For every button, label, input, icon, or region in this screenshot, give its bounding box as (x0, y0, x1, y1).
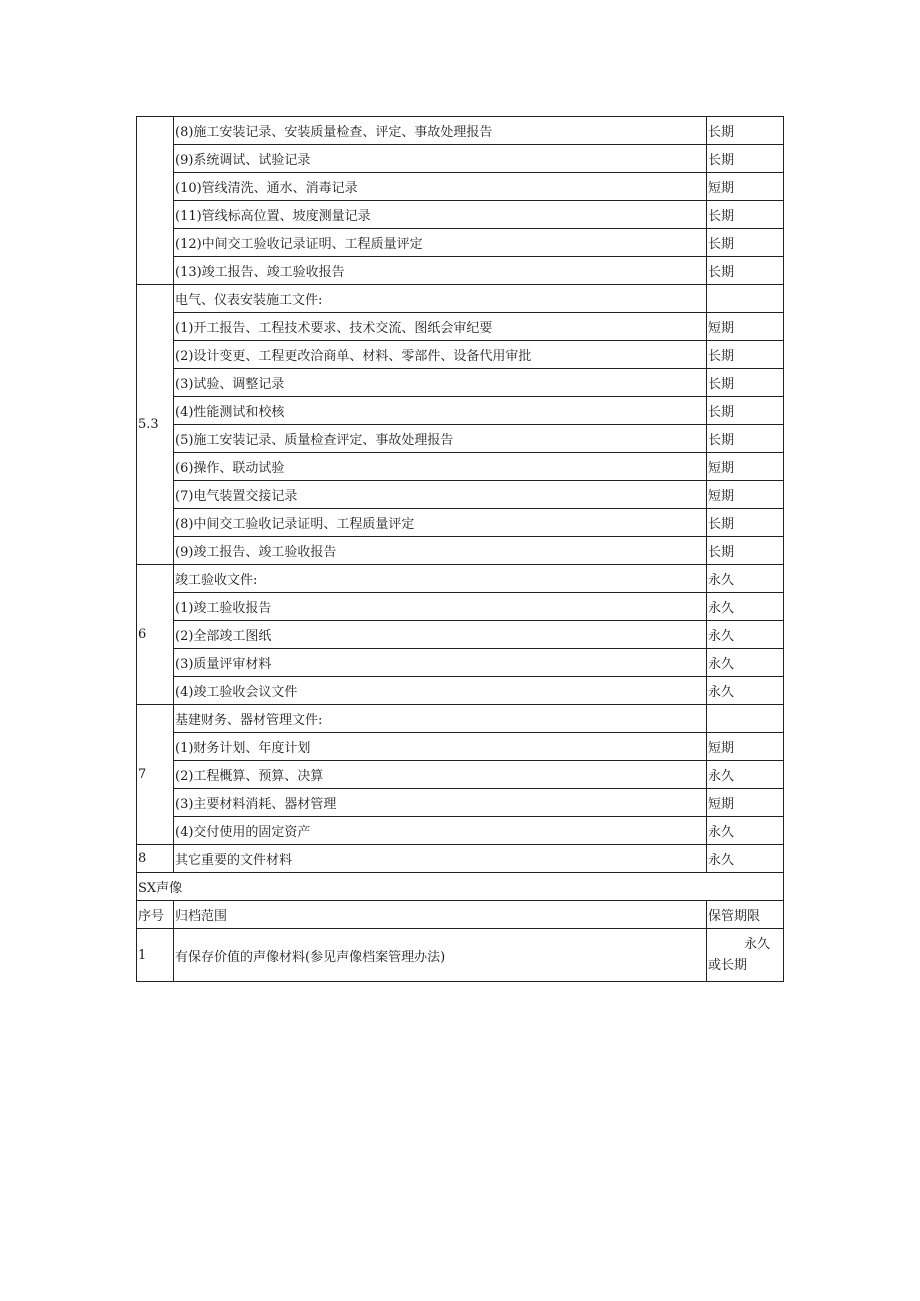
row-scope: (5)施工安装记录、质量检查评定、事故处理报告 (174, 425, 707, 453)
row-term: 长期 (707, 425, 784, 453)
row-no: 1 (137, 929, 174, 982)
table-row (137, 929, 784, 982)
table-row (137, 705, 784, 733)
row-term: 永久 (707, 565, 784, 593)
row-term: 长期 (707, 145, 784, 173)
table-row (137, 201, 784, 229)
row-term: 永久 (707, 817, 784, 845)
row-scope: 电气、仪表安装施工文件: (174, 285, 707, 313)
header-scope: 归档范围 (174, 901, 707, 929)
table-row (137, 817, 784, 845)
table-row (137, 481, 784, 509)
row-scope: (10)管线清洗、通水、消毒记录 (174, 173, 707, 201)
header-no: 序号 (137, 901, 174, 929)
row-scope: 竣工验收文件: (174, 565, 707, 593)
row-scope: (4)性能测试和校核 (174, 397, 707, 425)
table-row (137, 621, 784, 649)
header-row (137, 901, 784, 929)
group-no: 5.3 (137, 285, 174, 565)
row-scope: (2)设计变更、工程更改洽商单、材料、零部件、设备代用审批 (174, 341, 707, 369)
row-scope: (13)竣工报告、竣工验收报告 (174, 257, 707, 285)
table-row (137, 509, 784, 537)
row-scope: (1)财务计划、年度计划 (174, 733, 707, 761)
row-term: 长期 (707, 537, 784, 565)
table-row (137, 145, 784, 173)
row-scope: (12)中间交工验收记录证明、工程质量评定 (174, 229, 707, 257)
row-term: 长期 (707, 117, 784, 145)
table-row (137, 369, 784, 397)
table-row (137, 285, 784, 313)
row-scope: (2)工程概算、预算、决算 (174, 761, 707, 789)
table-row (137, 173, 784, 201)
row-term: 永久 (707, 649, 784, 677)
table-row (137, 845, 784, 873)
row-term-line2: 或长期 (708, 958, 748, 973)
table-row (137, 341, 784, 369)
row-term: 长期 (707, 341, 784, 369)
row-scope: (6)操作、联动试验 (174, 453, 707, 481)
header-term: 保管期限 (707, 901, 784, 929)
table-row (137, 425, 784, 453)
row-scope: (1)开工报告、工程技术要求、技术交流、图纸会审纪要 (174, 313, 707, 341)
row-scope: 有保存价值的声像材料(参见声像档案管理办法) (174, 929, 707, 982)
table-row (137, 789, 784, 817)
row-term: 短期 (707, 313, 784, 341)
row-term: 永久 (707, 621, 784, 649)
row-scope: (8)施工安装记录、安装质量检查、评定、事故处理报告 (174, 117, 707, 145)
row-term: 短期 (707, 453, 784, 481)
row-scope: 其它重要的文件材料 (174, 845, 707, 873)
table-row (137, 453, 784, 481)
row-term (707, 929, 784, 982)
table-row (137, 117, 784, 145)
row-term (707, 285, 784, 313)
archive-retention-table (136, 116, 784, 982)
row-term (707, 705, 784, 733)
table-row (137, 565, 784, 593)
row-term: 永久 (707, 677, 784, 705)
row-scope: (8)中间交工验收记录证明、工程质量评定 (174, 509, 707, 537)
group-no: 6 (137, 565, 174, 705)
row-scope: (4)竣工验收会议文件 (174, 677, 707, 705)
row-scope: (7)电气装置交接记录 (174, 481, 707, 509)
row-term: 短期 (707, 789, 784, 817)
section-title: SX声像 (137, 873, 784, 901)
row-term: 短期 (707, 733, 784, 761)
group-no (137, 117, 174, 285)
row-scope: (3)试验、调整记录 (174, 369, 707, 397)
table-row (137, 537, 784, 565)
table-row (137, 229, 784, 257)
table-row (137, 761, 784, 789)
row-term: 长期 (707, 201, 784, 229)
row-term: 长期 (707, 509, 784, 537)
table-row (137, 397, 784, 425)
row-term-line1: 永久 (743, 937, 770, 952)
row-scope: (11)管线标高位置、坡度测量记录 (174, 201, 707, 229)
row-term: 永久 (707, 593, 784, 621)
group-no: 7 (137, 705, 174, 845)
table-row (137, 733, 784, 761)
row-term: 短期 (707, 173, 784, 201)
table-row (137, 677, 784, 705)
table-row (137, 257, 784, 285)
table-body (137, 117, 784, 982)
row-term: 短期 (707, 481, 784, 509)
row-term: 永久 (707, 845, 784, 873)
row-scope: (1)竣工验收报告 (174, 593, 707, 621)
row-scope: (9)系统调试、试验记录 (174, 145, 707, 173)
row-scope: 基建财务、器材管理文件: (174, 705, 707, 733)
row-term: 长期 (707, 229, 784, 257)
row-scope: (2)全部竣工图纸 (174, 621, 707, 649)
row-term: 长期 (707, 257, 784, 285)
row-scope: (3)主要材料消耗、器材管理 (174, 789, 707, 817)
row-scope: (9)竣工报告、竣工验收报告 (174, 537, 707, 565)
group-no: 8 (137, 845, 174, 873)
table-row (137, 593, 784, 621)
section-title-row (137, 873, 784, 901)
row-scope: (4)交付使用的固定资产 (174, 817, 707, 845)
row-scope: (3)质量评审材料 (174, 649, 707, 677)
row-term: 长期 (707, 397, 784, 425)
table-row (137, 649, 784, 677)
table-row (137, 313, 784, 341)
row-term: 永久 (707, 761, 784, 789)
row-term: 长期 (707, 369, 784, 397)
